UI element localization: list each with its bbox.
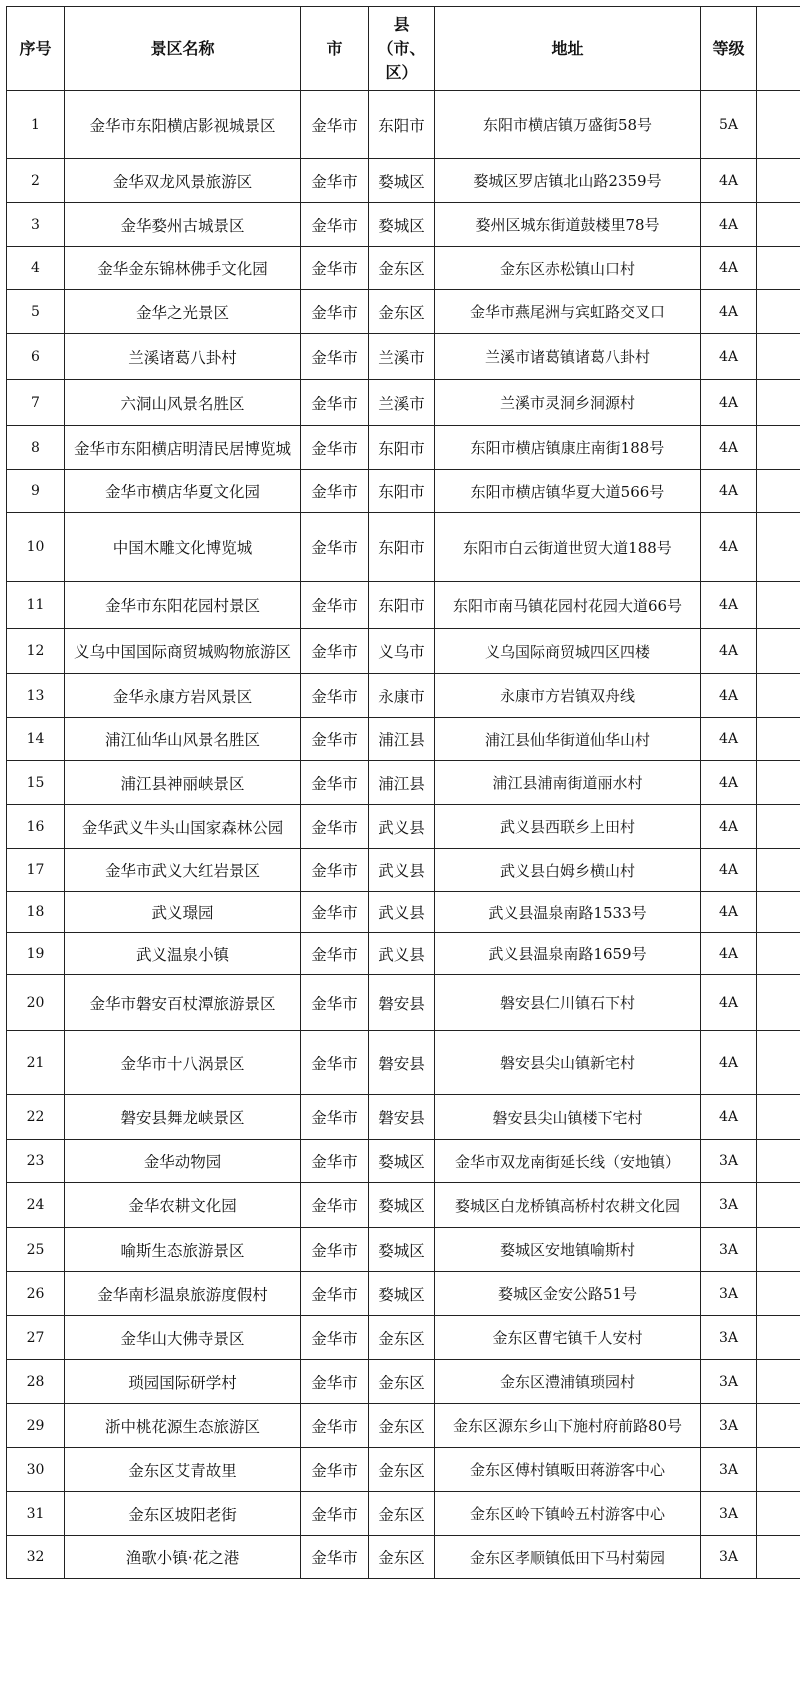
cell-county: 金东区 [369, 1360, 435, 1404]
cell-extra [757, 203, 800, 247]
table-row [7, 1536, 800, 1579]
cell-name: 金华南杉温泉旅游度假村 [65, 1272, 301, 1316]
cell-index: 25 [7, 1228, 65, 1272]
table-row [7, 1031, 800, 1095]
cell-county: 东阳市 [369, 91, 435, 159]
cell-city: 金华市 [301, 91, 369, 159]
attraction-table-sheet [6, 6, 800, 1579]
cell-extra [757, 1492, 800, 1536]
header-name: 景区名称 [65, 7, 301, 91]
cell-extra [757, 290, 800, 334]
cell-address: 东阳市南马镇花园村花园大道66号 [435, 582, 701, 629]
table-row [7, 513, 800, 582]
cell-level: 3A [701, 1536, 757, 1579]
table-row [7, 380, 800, 426]
header-row [7, 7, 800, 91]
cell-level: 4A [701, 975, 757, 1031]
table-row [7, 1228, 800, 1272]
cell-index: 10 [7, 513, 65, 582]
table-row [7, 1492, 800, 1536]
cell-name: 金华武义牛头山国家森林公园 [65, 805, 301, 849]
table-row [7, 1448, 800, 1492]
cell-city: 金华市 [301, 513, 369, 582]
cell-extra [757, 1095, 800, 1140]
cell-city: 金华市 [301, 159, 369, 203]
cell-index: 14 [7, 718, 65, 761]
cell-city: 金华市 [301, 1272, 369, 1316]
table-row [7, 674, 800, 718]
cell-city: 金华市 [301, 582, 369, 629]
cell-level: 3A [701, 1228, 757, 1272]
cell-name: 琐园国际研学村 [65, 1360, 301, 1404]
cell-county: 金东区 [369, 1536, 435, 1579]
cell-extra [757, 334, 800, 380]
cell-address: 金东区源东乡山下施村府前路80号 [435, 1404, 701, 1448]
cell-extra [757, 892, 800, 933]
cell-index: 22 [7, 1095, 65, 1140]
cell-index: 17 [7, 849, 65, 892]
cell-extra [757, 674, 800, 718]
table-row [7, 247, 800, 290]
cell-county: 磐安县 [369, 975, 435, 1031]
cell-city: 金华市 [301, 1316, 369, 1360]
cell-extra [757, 1272, 800, 1316]
attraction-table [6, 6, 800, 1579]
cell-name: 金华双龙风景旅游区 [65, 159, 301, 203]
cell-city: 金华市 [301, 334, 369, 380]
cell-extra [757, 718, 800, 761]
cell-index: 1 [7, 91, 65, 159]
cell-address: 兰溪市灵洞乡洞源村 [435, 380, 701, 426]
table-row [7, 1140, 800, 1183]
table-body [7, 91, 800, 1579]
cell-name: 浦江县神丽峡景区 [65, 761, 301, 805]
cell-index: 21 [7, 1031, 65, 1095]
header-county: 县（市、区） [369, 7, 435, 91]
table-row [7, 1272, 800, 1316]
table-row [7, 1360, 800, 1404]
cell-address: 东阳市横店镇万盛街58号 [435, 91, 701, 159]
cell-county: 婺城区 [369, 1228, 435, 1272]
cell-level: 4A [701, 470, 757, 513]
cell-extra [757, 975, 800, 1031]
cell-extra [757, 1316, 800, 1360]
cell-city: 金华市 [301, 1095, 369, 1140]
cell-index: 15 [7, 761, 65, 805]
cell-extra [757, 513, 800, 582]
cell-index: 24 [7, 1183, 65, 1228]
cell-county: 浦江县 [369, 718, 435, 761]
cell-index: 30 [7, 1448, 65, 1492]
cell-address: 东阳市白云街道世贸大道188号 [435, 513, 701, 582]
cell-address: 婺城区罗店镇北山路2359号 [435, 159, 701, 203]
cell-index: 29 [7, 1404, 65, 1448]
cell-level: 3A [701, 1448, 757, 1492]
cell-level: 4A [701, 513, 757, 582]
cell-extra [757, 159, 800, 203]
table-row [7, 629, 800, 674]
cell-county: 婺城区 [369, 1183, 435, 1228]
cell-county: 磐安县 [369, 1031, 435, 1095]
cell-extra [757, 849, 800, 892]
cell-address: 金华市燕尾洲与宾虹路交叉口 [435, 290, 701, 334]
cell-name: 义乌中国国际商贸城购物旅游区 [65, 629, 301, 674]
cell-index: 4 [7, 247, 65, 290]
cell-name: 金华山大佛寺景区 [65, 1316, 301, 1360]
header-city: 市 [301, 7, 369, 91]
cell-name: 武义温泉小镇 [65, 933, 301, 975]
cell-city: 金华市 [301, 1183, 369, 1228]
cell-level: 4A [701, 629, 757, 674]
cell-address: 婺城区安地镇喻斯村 [435, 1228, 701, 1272]
cell-address: 武义县温泉南路1533号 [435, 892, 701, 933]
cell-extra [757, 761, 800, 805]
cell-name: 磐安县舞龙峡景区 [65, 1095, 301, 1140]
cell-address: 东阳市横店镇华夏大道566号 [435, 470, 701, 513]
cell-address: 金东区傅村镇畈田蒋游客中心 [435, 1448, 701, 1492]
table-row [7, 975, 800, 1031]
cell-city: 金华市 [301, 629, 369, 674]
table-row [7, 1316, 800, 1360]
cell-extra [757, 1404, 800, 1448]
cell-level: 4A [701, 805, 757, 849]
cell-index: 26 [7, 1272, 65, 1316]
cell-address: 金东区曹宅镇千人安村 [435, 1316, 701, 1360]
cell-city: 金华市 [301, 247, 369, 290]
cell-name: 金东区艾青故里 [65, 1448, 301, 1492]
cell-level: 4A [701, 334, 757, 380]
cell-name: 金华市十八涡景区 [65, 1031, 301, 1095]
cell-level: 4A [701, 892, 757, 933]
cell-address: 东阳市横店镇康庄南街188号 [435, 426, 701, 470]
cell-city: 金华市 [301, 805, 369, 849]
cell-name: 金华之光景区 [65, 290, 301, 334]
cell-index: 13 [7, 674, 65, 718]
cell-extra [757, 1140, 800, 1183]
cell-county: 婺城区 [369, 203, 435, 247]
cell-index: 18 [7, 892, 65, 933]
cell-county: 婺城区 [369, 1272, 435, 1316]
cell-level: 4A [701, 290, 757, 334]
table-row [7, 1183, 800, 1228]
cell-level: 4A [701, 380, 757, 426]
cell-county: 兰溪市 [369, 334, 435, 380]
table-row [7, 1404, 800, 1448]
cell-level: 4A [701, 1031, 757, 1095]
cell-county: 金东区 [369, 1448, 435, 1492]
cell-county: 婺城区 [369, 1140, 435, 1183]
cell-index: 20 [7, 975, 65, 1031]
cell-address: 浦江县浦南街道丽水村 [435, 761, 701, 805]
cell-county: 武义县 [369, 849, 435, 892]
cell-city: 金华市 [301, 674, 369, 718]
cell-extra [757, 380, 800, 426]
table-row [7, 91, 800, 159]
cell-county: 磐安县 [369, 1095, 435, 1140]
table-row [7, 426, 800, 470]
cell-extra [757, 91, 800, 159]
cell-name: 金华金东锦林佛手文化园 [65, 247, 301, 290]
cell-address: 永康市方岩镇双舟线 [435, 674, 701, 718]
cell-level: 4A [701, 849, 757, 892]
cell-city: 金华市 [301, 849, 369, 892]
cell-county: 武义县 [369, 933, 435, 975]
cell-extra [757, 629, 800, 674]
table-row [7, 892, 800, 933]
cell-name: 金华市武义大红岩景区 [65, 849, 301, 892]
cell-index: 7 [7, 380, 65, 426]
table-row [7, 805, 800, 849]
table-row [7, 334, 800, 380]
cell-address: 浦江县仙华街道仙华山村 [435, 718, 701, 761]
cell-county: 武义县 [369, 892, 435, 933]
header-extra [757, 7, 800, 91]
cell-county: 金东区 [369, 290, 435, 334]
cell-county: 浦江县 [369, 761, 435, 805]
cell-city: 金华市 [301, 1404, 369, 1448]
cell-level: 4A [701, 582, 757, 629]
cell-address: 金华市双龙南街延长线（安地镇） [435, 1140, 701, 1183]
cell-name: 兰溪诸葛八卦村 [65, 334, 301, 380]
cell-index: 19 [7, 933, 65, 975]
cell-name: 金华婺州古城景区 [65, 203, 301, 247]
cell-city: 金华市 [301, 933, 369, 975]
cell-level: 3A [701, 1360, 757, 1404]
cell-city: 金华市 [301, 1140, 369, 1183]
cell-level: 4A [701, 426, 757, 470]
table-row [7, 582, 800, 629]
cell-level: 3A [701, 1316, 757, 1360]
cell-county: 武义县 [369, 805, 435, 849]
cell-address: 磐安县仁川镇石下村 [435, 975, 701, 1031]
table-row [7, 718, 800, 761]
cell-county: 永康市 [369, 674, 435, 718]
cell-level: 5A [701, 91, 757, 159]
cell-extra [757, 1448, 800, 1492]
cell-level: 4A [701, 761, 757, 805]
cell-extra [757, 247, 800, 290]
cell-extra [757, 470, 800, 513]
cell-city: 金华市 [301, 1031, 369, 1095]
cell-index: 16 [7, 805, 65, 849]
cell-level: 4A [701, 1095, 757, 1140]
cell-county: 金东区 [369, 1404, 435, 1448]
cell-index: 3 [7, 203, 65, 247]
cell-index: 5 [7, 290, 65, 334]
cell-level: 4A [701, 674, 757, 718]
table-row [7, 933, 800, 975]
header-address: 地址 [435, 7, 701, 91]
cell-level: 3A [701, 1183, 757, 1228]
cell-index: 27 [7, 1316, 65, 1360]
cell-address: 婺州区城东街道鼓楼里78号 [435, 203, 701, 247]
cell-address: 婺城区白龙桥镇高桥村农耕文化园 [435, 1183, 701, 1228]
cell-level: 4A [701, 718, 757, 761]
cell-county: 东阳市 [369, 582, 435, 629]
cell-county: 东阳市 [369, 470, 435, 513]
cell-level: 4A [701, 159, 757, 203]
cell-level: 3A [701, 1140, 757, 1183]
table-row [7, 761, 800, 805]
table-row [7, 290, 800, 334]
cell-county: 金东区 [369, 1316, 435, 1360]
cell-city: 金华市 [301, 1228, 369, 1272]
cell-address: 金东区赤松镇山口村 [435, 247, 701, 290]
cell-name: 金华市横店华夏文化园 [65, 470, 301, 513]
cell-index: 23 [7, 1140, 65, 1183]
cell-extra [757, 933, 800, 975]
header-index: 序号 [7, 7, 65, 91]
cell-extra [757, 805, 800, 849]
cell-city: 金华市 [301, 1492, 369, 1536]
cell-name: 中国木雕文化博览城 [65, 513, 301, 582]
table-row [7, 159, 800, 203]
cell-index: 12 [7, 629, 65, 674]
cell-city: 金华市 [301, 892, 369, 933]
cell-city: 金华市 [301, 426, 369, 470]
cell-city: 金华市 [301, 290, 369, 334]
cell-name: 喻斯生态旅游景区 [65, 1228, 301, 1272]
cell-index: 8 [7, 426, 65, 470]
cell-county: 兰溪市 [369, 380, 435, 426]
header-level: 等级 [701, 7, 757, 91]
cell-extra [757, 1183, 800, 1228]
cell-address: 武义县西联乡上田村 [435, 805, 701, 849]
cell-county: 东阳市 [369, 513, 435, 582]
cell-address: 武义县白姆乡横山村 [435, 849, 701, 892]
cell-city: 金华市 [301, 718, 369, 761]
cell-level: 3A [701, 1404, 757, 1448]
cell-city: 金华市 [301, 1536, 369, 1579]
cell-name: 浙中桃花源生态旅游区 [65, 1404, 301, 1448]
cell-address: 武义县温泉南路1659号 [435, 933, 701, 975]
cell-name: 金华市东阳横店明清民居博览城 [65, 426, 301, 470]
cell-level: 3A [701, 1492, 757, 1536]
cell-address: 兰溪市诸葛镇诸葛八卦村 [435, 334, 701, 380]
cell-name: 金华农耕文化园 [65, 1183, 301, 1228]
cell-index: 9 [7, 470, 65, 513]
cell-extra [757, 582, 800, 629]
cell-city: 金华市 [301, 380, 369, 426]
cell-name: 金华市东阳横店影视城景区 [65, 91, 301, 159]
cell-level: 4A [701, 933, 757, 975]
cell-name: 金华动物园 [65, 1140, 301, 1183]
cell-address: 金东区澧浦镇琐园村 [435, 1360, 701, 1404]
cell-extra [757, 1228, 800, 1272]
cell-address: 金东区岭下镇岭五村游客中心 [435, 1492, 701, 1536]
cell-name: 武义璟园 [65, 892, 301, 933]
cell-extra [757, 426, 800, 470]
table-row [7, 1095, 800, 1140]
cell-extra [757, 1360, 800, 1404]
table-row [7, 849, 800, 892]
cell-name: 金东区坡阳老街 [65, 1492, 301, 1536]
cell-address: 金东区孝顺镇低田下马村菊园 [435, 1536, 701, 1579]
cell-name: 浦江仙华山风景名胜区 [65, 718, 301, 761]
cell-level: 3A [701, 1272, 757, 1316]
cell-extra [757, 1031, 800, 1095]
cell-address: 婺城区金安公路51号 [435, 1272, 701, 1316]
cell-index: 32 [7, 1536, 65, 1579]
cell-name: 金华市磐安百杖潭旅游景区 [65, 975, 301, 1031]
cell-index: 11 [7, 582, 65, 629]
cell-extra [757, 1536, 800, 1579]
cell-county: 金东区 [369, 247, 435, 290]
cell-name: 渔歌小镇·花之港 [65, 1536, 301, 1579]
cell-county: 东阳市 [369, 426, 435, 470]
cell-county: 婺城区 [369, 159, 435, 203]
cell-city: 金华市 [301, 1448, 369, 1492]
cell-county: 义乌市 [369, 629, 435, 674]
table-row [7, 203, 800, 247]
cell-address: 磐安县尖山镇楼下宅村 [435, 1095, 701, 1140]
cell-city: 金华市 [301, 1360, 369, 1404]
cell-index: 31 [7, 1492, 65, 1536]
cell-county: 金东区 [369, 1492, 435, 1536]
cell-city: 金华市 [301, 975, 369, 1031]
cell-address: 义乌国际商贸城四区四楼 [435, 629, 701, 674]
cell-index: 28 [7, 1360, 65, 1404]
cell-name: 金华市东阳花园村景区 [65, 582, 301, 629]
cell-level: 4A [701, 247, 757, 290]
cell-level: 4A [701, 203, 757, 247]
cell-city: 金华市 [301, 203, 369, 247]
cell-name: 六洞山风景名胜区 [65, 380, 301, 426]
cell-address: 磐安县尖山镇新宅村 [435, 1031, 701, 1095]
cell-city: 金华市 [301, 470, 369, 513]
cell-name: 金华永康方岩风景区 [65, 674, 301, 718]
cell-index: 6 [7, 334, 65, 380]
cell-city: 金华市 [301, 761, 369, 805]
cell-index: 2 [7, 159, 65, 203]
table-row [7, 470, 800, 513]
